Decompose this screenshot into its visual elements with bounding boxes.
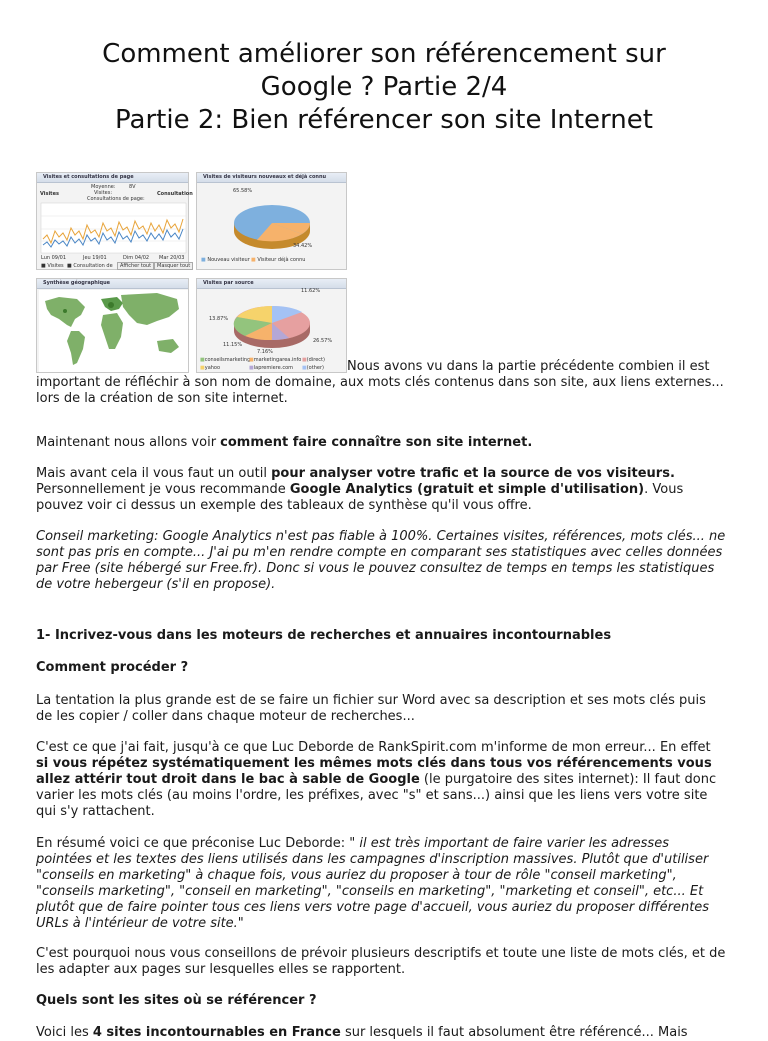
source-legend-1: ■conseilsmarketing: [200, 357, 251, 363]
paragraph-4-sites: Voici les 4 sites incontournables en France sur lesquels il faut absolument être référencé... Mais: [36, 1025, 688, 1040]
paragraph-intro-line-1: Nous avons vu dans la partie précédente combien il est: [347, 359, 710, 374]
visits-legend-moyenne-val: 8V: [129, 184, 136, 190]
new-visitors-pct-bottom: 34.42%: [293, 243, 313, 249]
paragraph-erreur: C'est ce que j'ai fait, jusqu'à ce que Luc Deborde de RankSpirit.com m'informe de mon erreur... En effet si vous répétez systématiquement les mêmes mots clés dans tous vos référencements vous allez attérir tout droit dans le bac à sable de Google (le purgatoire des sites internet): Il faut donc varier les mots clés (au moins l'ordre, les préfixes, avec "s" et sans...) ainsi que les liens vers votre site qui s'y rattachent.: [36, 740, 717, 819]
source-pct-right: 26.57%: [313, 338, 333, 344]
paragraph-resume: En résumé voici ce que préconise Luc Deborde: " il est très important de faire varier les adresses pointées et les textes des liens utilisés dans les campagnes d'inscription massives. Plutôt que d'utiliser "conseils en marketing" à chaque fois, vous auriez du proposer à tour de rôle "conseil marketing", "conseils marketing", "conseil en marketing", "conseils en marketing", "marketing et conseil", etc... Et plutôt que de faire pointer tous ces liens vers votre page d'accueil, vous auriez du proposer différentes URLs à l'intérieur de votre site.": [36, 836, 710, 931]
new-visitors-legend-2: ■ Visiteur déjà connu: [251, 257, 306, 263]
paragraph-intro: [36, 359, 726, 407]
title-line-1: Comment améliorer son référencement sur: [102, 39, 666, 69]
source-pct-top: 11.62%: [301, 288, 321, 294]
visits-legend-1: ■ Visites: [41, 263, 64, 269]
paragraph-analytics: Mais avant cela il vous faut un outil pour analyser votre trafic et la source de vos visiteurs. Personnellement je vous recommande Google Analytics (gratuit et simple d'utilisation). Vous pouvez voir ci dessus un exemple des tableaux de synthèse qu'il vous offre.: [36, 466, 684, 513]
visits-xtick-4: Mar 20/03: [159, 255, 185, 261]
visits-chart-image: [36, 172, 193, 270]
section-heading-quels-sites: Quels sont les sites où se référencer ?: [36, 993, 317, 1008]
visits-xtick-3: Dim 04/02: [123, 255, 150, 261]
visits-xtick-2: Jeu 19/01: [83, 255, 107, 261]
source-chart-header: Visites par source: [197, 279, 346, 289]
visits-left-label: Visites: [40, 191, 59, 197]
new-visitors-chart-header: Visites de visiteurs nouveaux et déjà connu: [197, 173, 346, 183]
paragraph-intro-line-2: important de réfléchir à son nom de domaine, aux mots clés contenus dans son site, aux liens externes...: [36, 375, 724, 390]
visits-legend-moyenne: Moyenne:: [91, 184, 116, 190]
geo-map-header: Synthèse géographique: [37, 279, 188, 289]
paragraph-intro-line-3: lors de la création de son site internet.: [36, 391, 288, 406]
new-visitors-chart-image: [196, 172, 347, 270]
new-visitors-legend-1: ■ Nouveau visiteur: [201, 257, 250, 263]
source-legend-2: ■marketingarea.info: [249, 357, 302, 363]
source-pct-b1: 7.16%: [257, 349, 273, 355]
section-heading-1: 1- Incrivez-vous dans les moteurs de recherches et annuaires incontournables: [36, 628, 612, 643]
source-legend-4: ■yahoo: [200, 365, 221, 371]
section-heading-comment-proceder: Comment procéder ?: [36, 660, 189, 675]
new-visitors-pct-top: 65.58%: [233, 188, 253, 194]
source-pct-b2: 11.15%: [223, 342, 243, 348]
source-pct-left: 13.87%: [209, 316, 229, 322]
visits-xtick-1: Lun 09/01: [41, 255, 67, 261]
visits-legend-2: ■ Consultation de: [67, 263, 113, 269]
source-legend-3: ■(direct): [302, 357, 325, 363]
paragraph-maintenant: Maintenant nous allons voir comment faire connaître son site internet.: [36, 435, 533, 450]
hide-all-button: Masquer tout: [154, 262, 193, 270]
title-line-2: Google ? Partie 2/4: [260, 72, 508, 102]
title-line-3: Partie 2: Bien référencer son site Internet: [115, 105, 653, 135]
visits-legend-visites: Visites:: [94, 190, 113, 196]
visits-legend-consult: Consultations de page:: [87, 196, 145, 202]
visits-chart-header: Visites et consultations de page: [37, 173, 188, 183]
source-legend-5: ■lapremiere.com: [249, 365, 294, 371]
page-title: [20, 38, 748, 137]
paragraph-tentation: La tentation la plus grande est de se faire un fichier sur Word avec sa description et ses mots clés puis de les copier / coller dans chaque moteur de recherches...: [36, 693, 706, 724]
show-all-button: Afficher tout: [117, 262, 154, 270]
source-legend-6: ■(other): [302, 365, 324, 371]
visits-right-label: Consultation: [157, 191, 193, 197]
paragraph-conseillons: C'est pourquoi nous vous conseillons de prévoir plusieurs descriptifs et toute une liste de mots clés, et de les adapter aux pages sur lesquelles elles se rapportent.: [36, 946, 726, 977]
paragraph-conseil-marketing: Conseil marketing: Google Analytics n'est pas fiable à 100%. Certaines visites, références, mots clés... ne sont pas pris en compte... J'ai pu m'en rendre compte en comparant ses statistiques avec celles données par Free (site hébergé sur Free.fr). Donc si vous le pouvez consultez de temps en temps les statistiques de votre hebergeur (s'il en propose).: [36, 529, 726, 592]
